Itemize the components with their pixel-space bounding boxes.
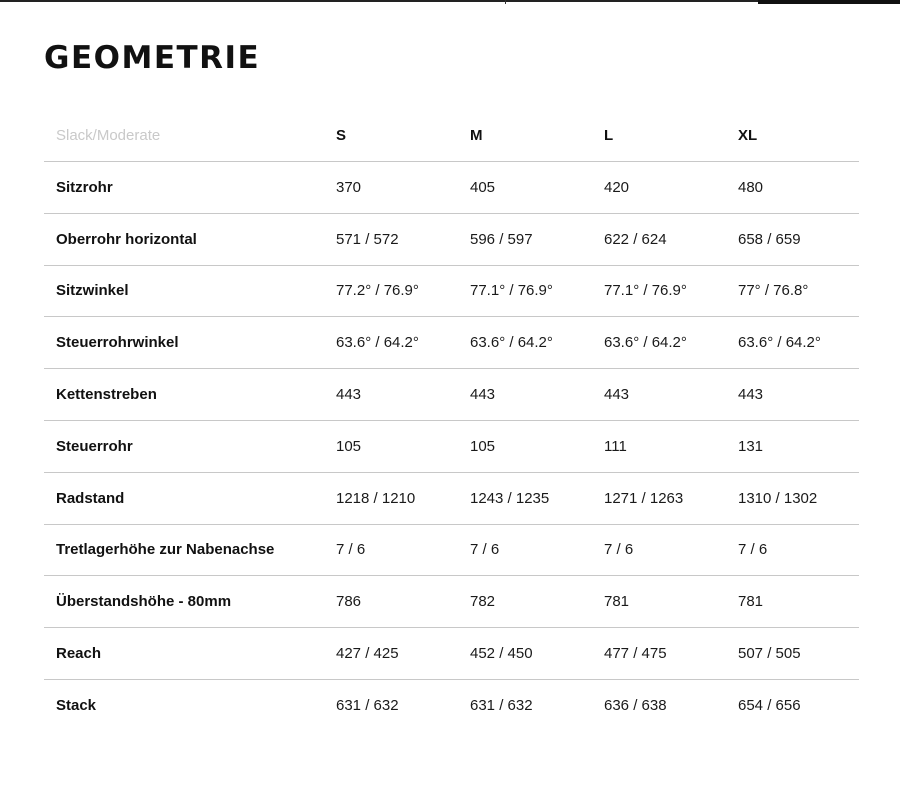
table-row (44, 680, 859, 732)
cell-value: 443 (604, 386, 630, 404)
cell-value: 654 / 656 (738, 697, 801, 715)
cell-value: 111 (604, 437, 627, 455)
cell-value: 443 (738, 386, 764, 404)
size-header-xl: XL (738, 127, 758, 144)
cell-value: 636 / 638 (604, 697, 667, 715)
table-row (44, 317, 859, 369)
table-row (44, 214, 859, 266)
cell-value: 7 / 6 (738, 541, 768, 559)
cell-value: 480 (738, 178, 764, 196)
cell-value: 77.2° / 76.9° (336, 282, 419, 300)
cell-value: 7 / 6 (470, 541, 500, 559)
cell-value: 507 / 505 (738, 645, 801, 663)
geometry-table (44, 110, 859, 732)
cell-value: 571 / 572 (336, 230, 399, 248)
top-divider-right (758, 0, 900, 4)
cell-value: 63.6° / 64.2° (738, 334, 821, 352)
cell-value: 658 / 659 (738, 230, 801, 248)
cell-value: 427 / 425 (336, 645, 399, 663)
cell-value: 105 (470, 437, 496, 455)
cell-value: 370 (336, 178, 362, 196)
table-header-row (44, 110, 859, 162)
cell-value: 1310 / 1302 (738, 489, 818, 507)
cell-value: 631 / 632 (336, 697, 399, 715)
size-header-m: M (470, 127, 483, 144)
row-label: Steuerrohrwinkel (56, 334, 179, 352)
cell-value: 786 (336, 593, 362, 611)
cell-value: 77° / 76.8° (738, 282, 809, 300)
row-label: Steuerrohr (56, 437, 133, 455)
table-row (44, 162, 859, 214)
cell-value: 631 / 632 (470, 697, 533, 715)
row-label: Radstand (56, 489, 125, 507)
cell-value: 420 (604, 178, 630, 196)
row-label: Sitzrohr (56, 178, 113, 196)
cell-value: 596 / 597 (470, 230, 533, 248)
cell-value: 105 (336, 437, 362, 455)
table-row (44, 421, 859, 473)
cell-value: 405 (470, 178, 496, 196)
cell-value: 7 / 6 (336, 541, 366, 559)
table-row (44, 576, 859, 628)
row-label: Überstandshöhe - 80mm (56, 593, 232, 611)
cell-value: 1271 / 1263 (604, 489, 684, 507)
cell-value: 781 (604, 593, 630, 611)
cell-value: 781 (738, 593, 764, 611)
cell-value: 77.1° / 76.9° (604, 282, 687, 300)
cell-value: 131 (738, 437, 764, 455)
cell-value: 7 / 6 (604, 541, 634, 559)
row-label: Oberrohr horizontal (56, 230, 197, 248)
row-label: Tretlagerhöhe zur Nabenachse (56, 541, 275, 559)
cell-value: 1243 / 1235 (470, 489, 550, 507)
header-label: Slack/Moderate (56, 127, 161, 144)
cell-value: 63.6° / 64.2° (336, 334, 419, 352)
cell-value: 477 / 475 (604, 645, 667, 663)
size-header-l: L (604, 127, 614, 144)
cell-value: 452 / 450 (470, 645, 533, 663)
size-header-s: S (336, 127, 347, 144)
cell-value: 443 (336, 386, 362, 404)
cell-value: 77.1° / 76.9° (470, 282, 553, 300)
cell-value: 622 / 624 (604, 230, 667, 248)
page-title: GEOMETRIE (44, 40, 261, 76)
row-label: Reach (56, 645, 102, 663)
cell-value: 63.6° / 64.2° (604, 334, 687, 352)
row-label: Sitzwinkel (56, 282, 129, 300)
row-label: Stack (56, 697, 97, 715)
table-row (44, 473, 859, 525)
top-divider-tick (505, 0, 506, 4)
top-divider (0, 0, 758, 2)
table-row (44, 525, 859, 577)
table-row (44, 628, 859, 680)
cell-value: 443 (470, 386, 496, 404)
table-row (44, 369, 859, 421)
cell-value: 1218 / 1210 (336, 489, 416, 507)
cell-value: 782 (470, 593, 496, 611)
row-label: Kettenstreben (56, 386, 157, 404)
table-row (44, 266, 859, 318)
cell-value: 63.6° / 64.2° (470, 334, 553, 352)
